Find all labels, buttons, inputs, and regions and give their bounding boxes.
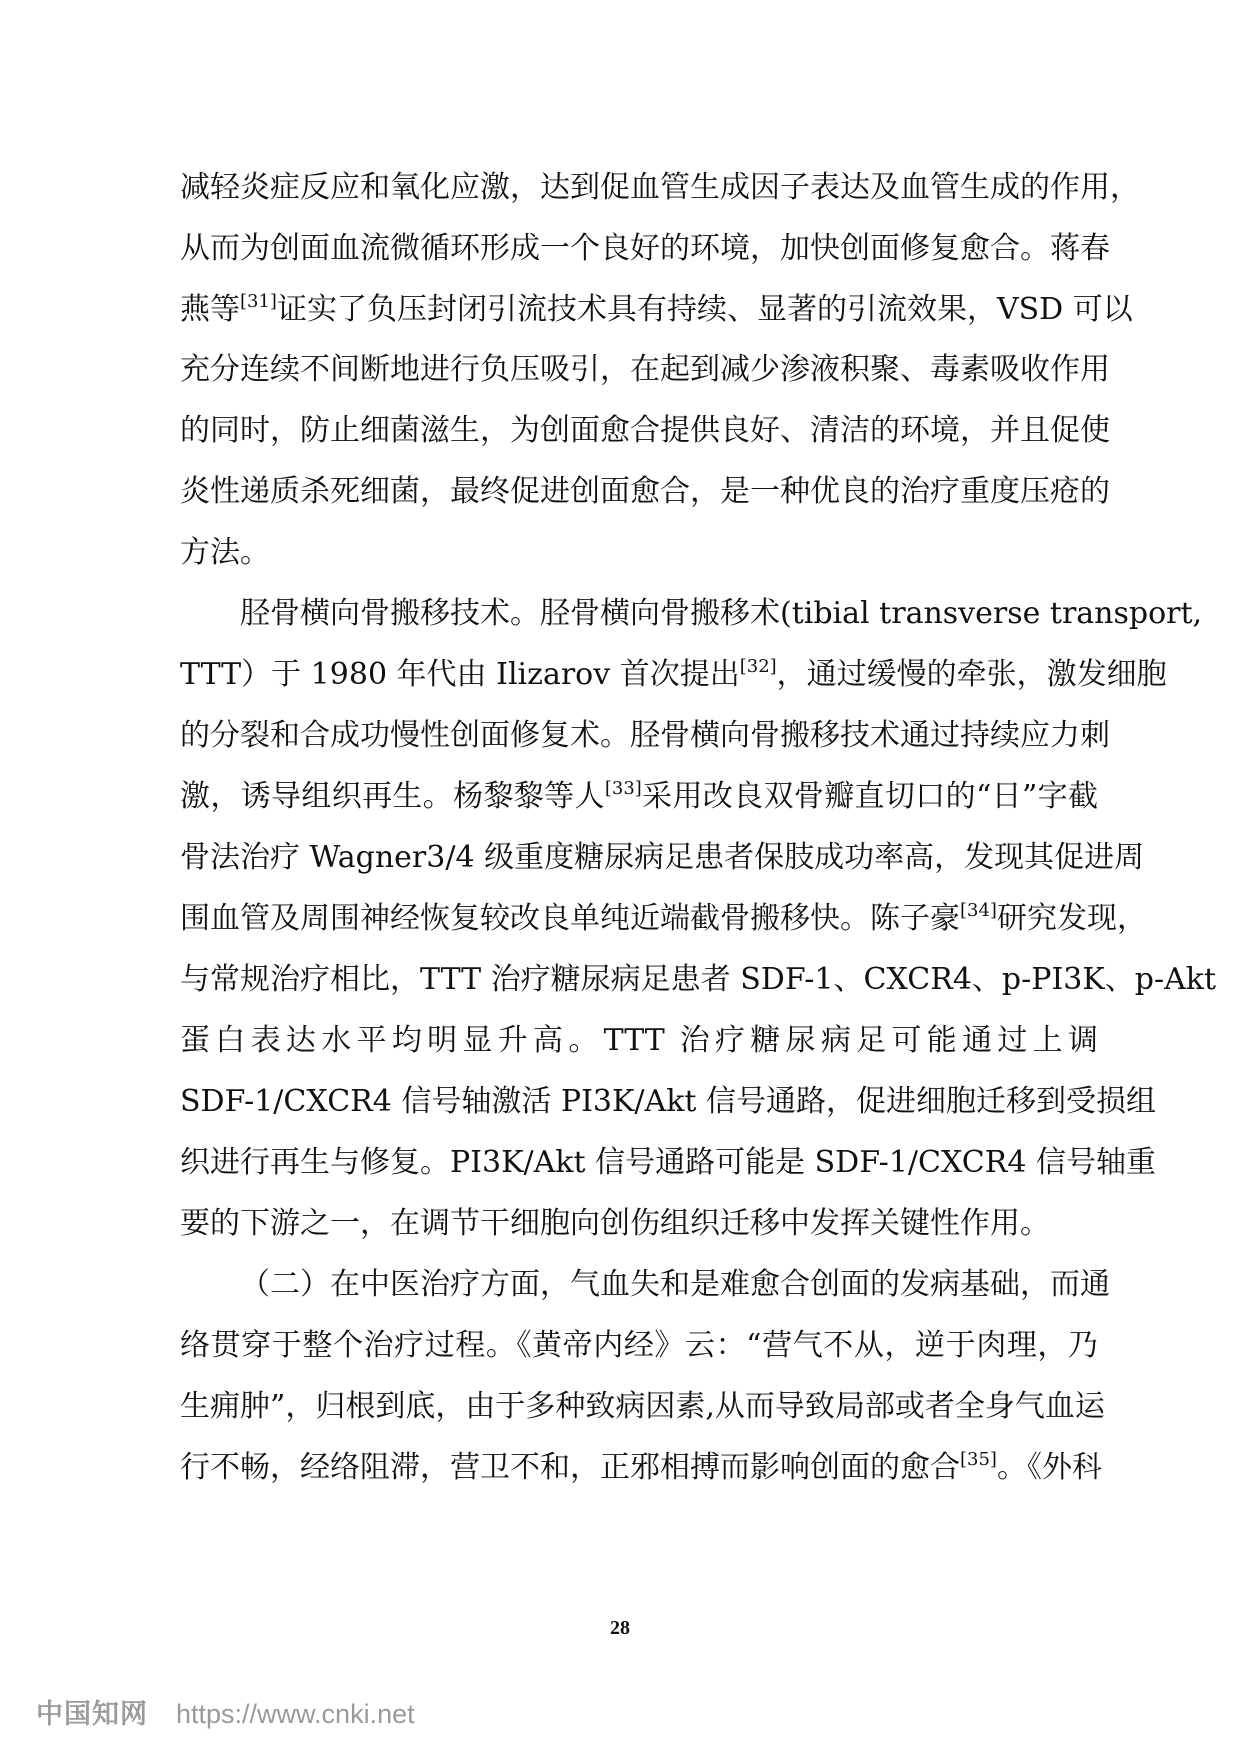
- body-line: [180, 716, 1110, 756]
- body-text: 蛋白表达水平均明显升高。TTT 治疗糖尿病足可能通过上调: [180, 1023, 1098, 1058]
- citation-35: [35]: [960, 1449, 997, 1470]
- body-line: [180, 777, 1098, 817]
- body-line: [180, 1448, 1102, 1488]
- body-text: 络贯穿于整个治疗过程。《黄帝内经》云：“营气不从，逆于肉理，乃: [180, 1328, 1098, 1363]
- body-text: 证实了负压封闭引流技术具有持续、显著的引流效果，VSD 可以: [276, 292, 1133, 327]
- body-text: 的同时，防止细菌滋生，为创面愈合提供良好、清洁的环境，并且促使: [180, 413, 1110, 448]
- body-text: 炎性递质杀死细菌，最终促进创面愈合，是一种优良的治疗重度压疮的: [180, 474, 1110, 509]
- body-text: 减轻炎症反应和氧化应激，达到促血管生成因子表达及血管生成的作用，: [180, 170, 1140, 205]
- page-number: 28: [610, 1617, 630, 1639]
- paragraph-start-line: [240, 1265, 1110, 1305]
- citation-31: [31]: [240, 291, 277, 312]
- body-line: [180, 229, 1110, 269]
- body-line: [180, 960, 1217, 1000]
- body-line: [180, 1021, 1098, 1061]
- body-line: [180, 472, 1110, 512]
- footer-url[interactable]: https://www.cnki.net: [176, 1699, 415, 1729]
- body-text: 胫骨横向骨搬移技术。胫骨横向骨搬移术(tibial transverse transport,: [240, 596, 1203, 631]
- body-line: [180, 1082, 1156, 1122]
- body-text: 生痈肿”，归根到底，由于多种致病因素,从而导致局部或者全身气血运: [180, 1389, 1105, 1424]
- body-text: 行不畅，经络阻滞，营卫不和，正邪相搏而影响创面的愈合: [180, 1450, 960, 1485]
- body-line: [180, 1387, 1105, 1427]
- body-line: [180, 899, 1147, 939]
- body-line: [180, 1204, 1098, 1244]
- body-text: 激，诱导组织再生。杨黎黎等人: [180, 779, 605, 814]
- body-text: 充分连续不间断地进行负压吸引，在起到减少渗液积聚、毒素吸收作用: [180, 352, 1110, 387]
- paragraph-start-line: [240, 594, 1203, 634]
- body-text: 织进行再生与修复。PI3K/Akt 信号通路可能是 SDF-1/CXCR4 信号轴重: [180, 1145, 1156, 1180]
- body-text: 研究发现，: [996, 901, 1147, 936]
- body-line: [180, 1326, 1098, 1366]
- brand-logo-text: 中国知网: [36, 1699, 148, 1730]
- body-line: [180, 655, 1167, 695]
- body-text: TTT）于 1980 年代由 Ilizarov 首次提出: [180, 657, 740, 692]
- body-text: 燕等: [180, 292, 240, 327]
- citation-34: [34]: [960, 900, 997, 921]
- citation-33: [33]: [604, 778, 642, 799]
- body-line: [180, 168, 1140, 208]
- body-text: 骨法治疗 Wagner3/4 级重度糖尿病足患者保肢成功率高，发现其促进周: [180, 840, 1145, 875]
- body-text: 采用改良双骨瓣直切口的“日”字截: [641, 779, 1098, 814]
- body-text: 的分裂和合成功慢性创面修复术。胫骨横向骨搬移技术通过持续应力刺: [180, 718, 1110, 753]
- body-text: 围血管及周围神经恢复较改良单纯近端截骨搬移快。陈子豪: [180, 901, 960, 936]
- body-line: [180, 411, 1110, 451]
- body-line: [180, 350, 1110, 390]
- body-text: SDF-1/CXCR4 信号轴激活 PI3K/Akt 信号通路，促进细胞迁移到受损组: [180, 1084, 1156, 1119]
- body-text: 从而为创面血流微循环形成一个良好的环境，加快创面修复愈合。蒋春: [180, 231, 1110, 266]
- body-text: 要的下游之一，在调节干细胞向创伤组织迁移中发挥关键性作用。: [180, 1206, 1050, 1241]
- body-text: ，通过缓慢的牵张，激发细胞: [776, 657, 1167, 692]
- body-line: [180, 1143, 1156, 1183]
- body-text: 方法。: [180, 535, 270, 570]
- body-text: 与常规治疗相比，TTT 治疗糖尿病足患者 SDF-1、CXCR4、p-PI3K、p-Akt: [180, 962, 1217, 997]
- body-line: [180, 533, 1098, 573]
- body-text: 。《外科: [996, 1450, 1102, 1485]
- body-line: [180, 290, 1133, 330]
- body-line: [180, 838, 1145, 878]
- citation-32: [32]: [739, 656, 777, 677]
- body-text: （二）在中医治疗方面，气血失和是难愈合创面的发病基础，而通: [240, 1267, 1110, 1302]
- footer-watermark: [36, 1697, 415, 1731]
